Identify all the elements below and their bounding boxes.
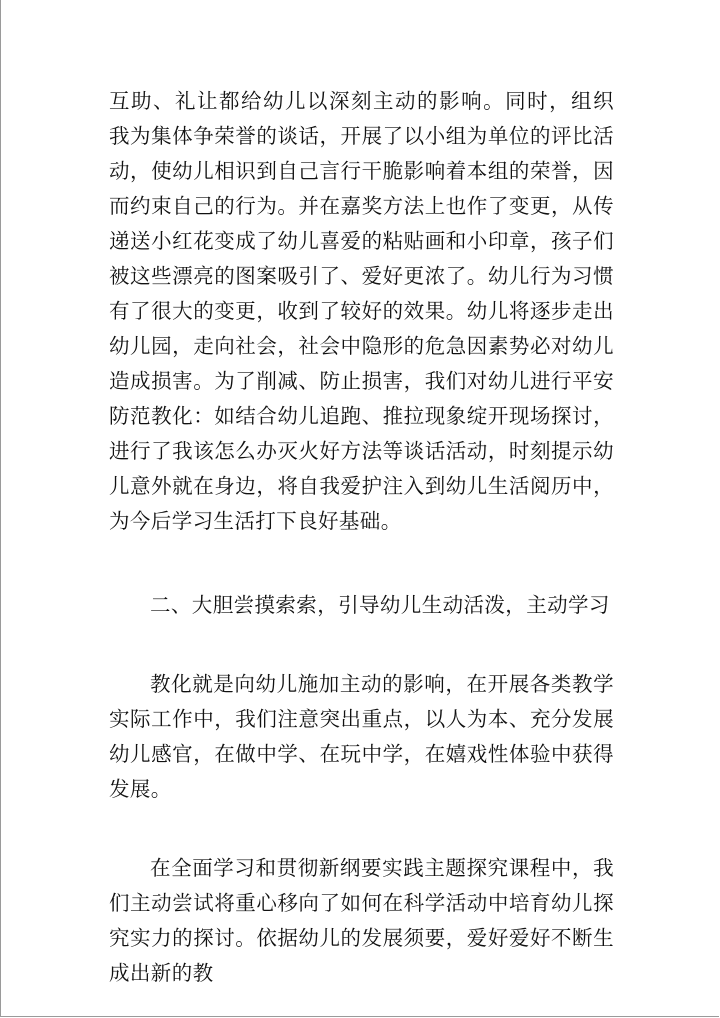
body-paragraph: 在全面学习和贯彻新纲要实践主题探究课程中，我们主动尝试将重心移向了如何在科学活动中培育幼儿探究实力的探讨。依据幼儿的发展须要，爱好爱好不断生成出新的教 (109, 856, 614, 985)
document-body (109, 84, 614, 991)
body-paragraph: 互助、礼让都给幼儿以深刻主动的影响。同时，组织 我为集体争荣誉的谈话，开展了以小组为单位的评比活动，使幼儿相识到自己言行干脆影响着本组的荣誉，因而约束自己的行为。并在嘉奖方法上也作了变更，从传递送小红花变成了幼儿喜爱的粘贴画和小印章，孩子们被这些漂亮的图案吸引了、爱好更浓了。幼儿行为习惯有了很大的变更，收到了较好的效果。幼儿将逐步走出幼儿园，走向社会，社会中隐形的危急因素势必对幼儿造成损害。为了削减、防止损害，我们对幼儿进行平安防范教化：如结合幼儿追跑、推拉现象绽开现场探讨，进行了我该怎么办灭火好方法等谈话活动，时刻提示幼儿意外就在身边，将自我爱护注入到幼儿生活阅历中，为今后学习生活打下良好基础。 (109, 89, 614, 533)
body-paragraph: 教化就是向幼儿施加主动的影响，在开展各类教学实际工作中，我们注意突出重点，以人为本、充分发展幼儿感官，在做中学、在玩中学，在嬉戏性体验中获得发展。 (109, 672, 614, 801)
section-heading: 二、大胆尝摸索索，引导幼儿生动活泼，主动学习 (150, 593, 610, 617)
